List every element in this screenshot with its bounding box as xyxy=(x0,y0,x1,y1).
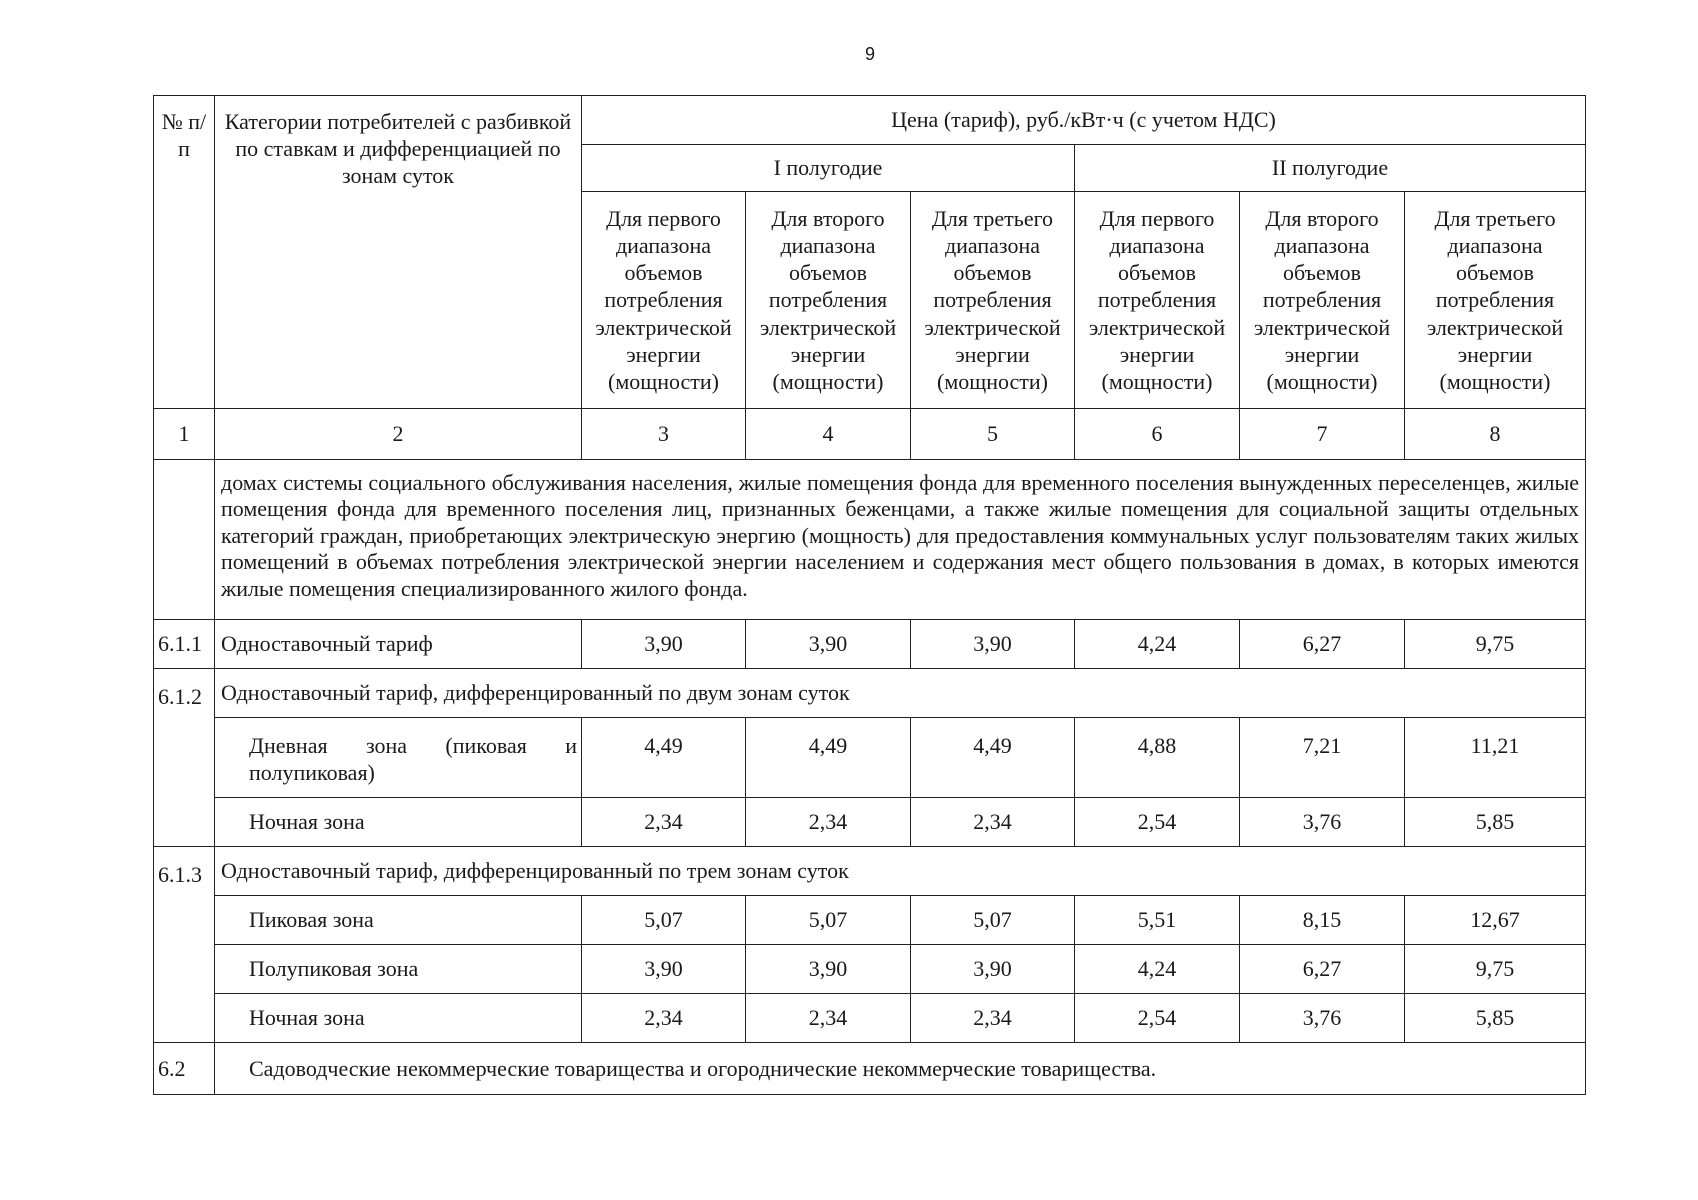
header-num: № п/п xyxy=(154,96,215,409)
table-row xyxy=(154,798,1586,847)
column-number: 8 xyxy=(1405,409,1586,460)
header-price: Цена (тариф), руб./кВт·ч (с учетом НДС) xyxy=(582,96,1586,145)
value-cell: 3,90 xyxy=(746,620,911,669)
value-cell: 12,67 xyxy=(1405,896,1586,945)
value-cell: 2,34 xyxy=(911,994,1075,1043)
value-cell: 3,90 xyxy=(746,945,911,994)
value-cell: 3,90 xyxy=(911,620,1075,669)
empty-num-cell xyxy=(154,460,215,620)
header-range-2-2: Для второго диапазона объемов потребления электрической энергии (мощности) xyxy=(1240,192,1405,409)
day-zone-label: Дневная зона (пиковая и полупиковая) xyxy=(249,733,577,786)
value-cell: 2,34 xyxy=(746,798,911,847)
column-number: 2 xyxy=(215,409,582,460)
value-cell: 5,07 xyxy=(746,896,911,945)
table-row xyxy=(154,847,1586,896)
header-range-1-2: Для второго диапазона объемов потребления электрической энергии (мощности) xyxy=(746,192,911,409)
value-cell: 2,34 xyxy=(746,994,911,1043)
row-number: 6.2 xyxy=(154,1043,215,1095)
value-cell: 4,24 xyxy=(1075,945,1240,994)
row-name: Ночная зона xyxy=(215,994,582,1043)
value-cell: 2,34 xyxy=(911,798,1075,847)
table-row xyxy=(154,718,1586,798)
value-cell: 5,07 xyxy=(582,896,746,945)
value-cell: 4,24 xyxy=(1075,620,1240,669)
value-cell: 5,85 xyxy=(1405,994,1586,1043)
header-range-1-1: Для первого диапазона объемов потребления электрической энергии (мощности) xyxy=(582,192,746,409)
value-cell: 5,51 xyxy=(1075,896,1240,945)
tariff-table xyxy=(153,95,1586,1095)
column-number: 1 xyxy=(154,409,215,460)
value-cell: 6,27 xyxy=(1240,945,1405,994)
header-range-1-3: Для третьего диапазона объемов потребления электрической энергии (мощности) xyxy=(911,192,1075,409)
header-category: Категории потребителей с разбивкой по ставкам и дифференциацией по зонам суток xyxy=(215,96,582,409)
value-cell: 9,75 xyxy=(1405,620,1586,669)
continuation-text: домах системы социального обслуживания населения, жилые помещения фонда для временного поселения вынужденных переселенцев, жилые помещения фонда для временного поселения лиц, признанных беженцами, а также жилые помещения для социальной защиты отдельных категорий граждан, приобретающих электрическую энергию (мощность) для предоставления коммунальных услуг пользователям таких жилых помещений в объемах потребления электрической энергии населением и содержания мест общего пользования в домах, в которых имеются жилые помещения специализированного жилого фонда. xyxy=(215,460,1586,620)
row-number: 6.1.3 xyxy=(154,847,215,1043)
value-cell: 5,07 xyxy=(911,896,1075,945)
value-cell: 7,21 xyxy=(1240,718,1405,798)
value-cell: 6,27 xyxy=(1240,620,1405,669)
value-cell: 3,90 xyxy=(582,945,746,994)
row-name: Полупиковая зона xyxy=(215,945,582,994)
row-name xyxy=(215,718,582,798)
table-row xyxy=(154,945,1586,994)
value-cell: 2,34 xyxy=(582,798,746,847)
value-cell: 4,49 xyxy=(582,718,746,798)
value-cell: 3,76 xyxy=(1240,798,1405,847)
value-cell: 9,75 xyxy=(1405,945,1586,994)
header-half-2: II полугодие xyxy=(1075,145,1586,192)
table-row xyxy=(154,620,1586,669)
row-name: Одноставочный тариф, дифференцированный по трем зонам суток xyxy=(215,847,1586,896)
page-number: 9 xyxy=(864,44,875,64)
header-range-2-3: Для третьего диапазона объемов потребления электрической энергии (мощности) xyxy=(1405,192,1586,409)
column-number: 6 xyxy=(1075,409,1240,460)
row-number: 6.1.1 xyxy=(154,620,215,669)
row-name: Пиковая зона xyxy=(215,896,582,945)
row-name: Одноставочный тариф, дифференцированный по двум зонам суток xyxy=(215,669,1586,718)
value-cell: 4,49 xyxy=(746,718,911,798)
header-half-1: I полугодие xyxy=(582,145,1075,192)
row-name: Одноставочный тариф xyxy=(215,620,582,669)
column-number: 5 xyxy=(911,409,1075,460)
value-cell: 2,54 xyxy=(1075,994,1240,1043)
value-cell: 2,54 xyxy=(1075,798,1240,847)
table-row xyxy=(154,896,1586,945)
column-number: 4 xyxy=(746,409,911,460)
value-cell: 3,76 xyxy=(1240,994,1405,1043)
value-cell: 5,85 xyxy=(1405,798,1586,847)
value-cell: 2,34 xyxy=(582,994,746,1043)
column-number: 7 xyxy=(1240,409,1405,460)
column-number: 3 xyxy=(582,409,746,460)
value-cell: 3,90 xyxy=(911,945,1075,994)
value-cell: 4,49 xyxy=(911,718,1075,798)
value-cell: 4,88 xyxy=(1075,718,1240,798)
value-cell: 3,90 xyxy=(582,620,746,669)
header-range-2-1: Для первого диапазона объемов потребления электрической энергии (мощности) xyxy=(1075,192,1240,409)
value-cell: 8,15 xyxy=(1240,896,1405,945)
table-row xyxy=(154,1043,1586,1095)
table-row xyxy=(154,994,1586,1043)
table-row xyxy=(154,669,1586,718)
row-number: 6.1.2 xyxy=(154,669,215,847)
row-name: Ночная зона xyxy=(215,798,582,847)
row-name: Садоводческие некоммерческие товарищества и огороднические некоммерческие товарищества. xyxy=(215,1043,1586,1095)
value-cell: 11,21 xyxy=(1405,718,1586,798)
